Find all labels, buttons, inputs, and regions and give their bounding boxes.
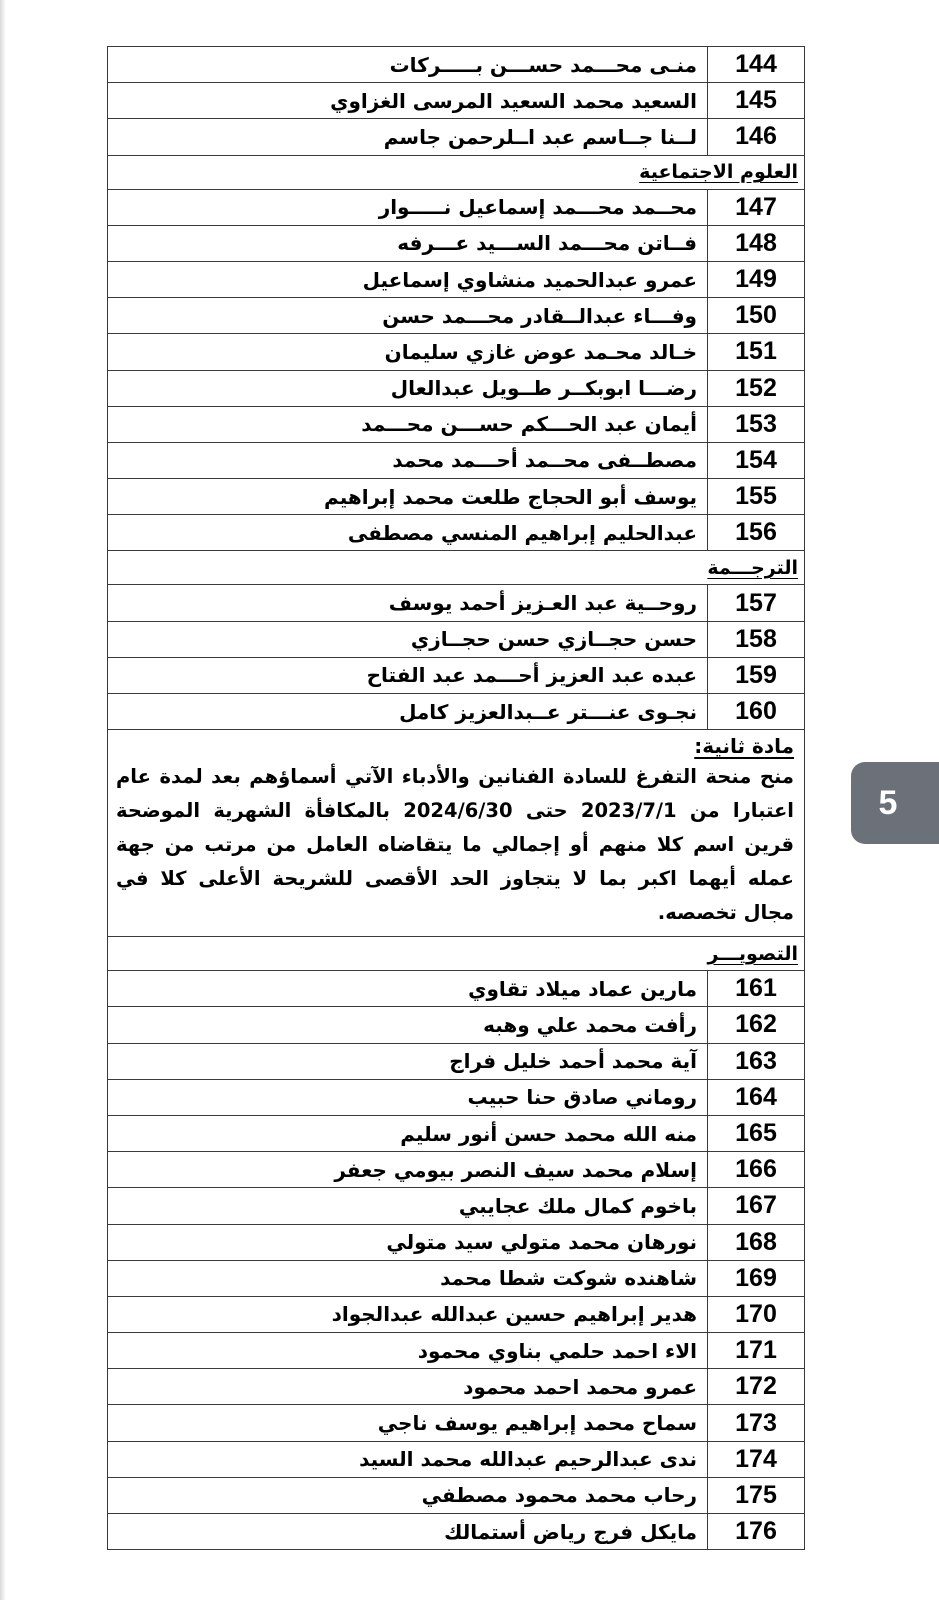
row-number: 170 (708, 1296, 805, 1332)
person-name: رضـــا ابوبكــر طــويل عبدالعال (108, 370, 708, 406)
table-row (108, 119, 805, 155)
table-row (108, 585, 805, 621)
table-row (108, 479, 805, 515)
table-row (108, 1514, 805, 1550)
table-row (108, 1115, 805, 1151)
row-number: 161 (708, 971, 805, 1007)
table-row (108, 1333, 805, 1369)
person-name: مصطــفى محــمد أحـــمد محمد (108, 442, 708, 478)
person-name: يوسف أبو الحجاج طلعت محمد إبراهيم (108, 479, 708, 515)
row-number: 171 (708, 1333, 805, 1369)
row-number: 172 (708, 1369, 805, 1405)
table-row (108, 1188, 805, 1224)
table-row (108, 1260, 805, 1296)
paragraph-row (108, 730, 805, 937)
row-number: 153 (708, 406, 805, 442)
table-row (108, 334, 805, 370)
table-row (108, 1477, 805, 1513)
person-name: منـى محـــمد حســـن بـــــركات (108, 47, 708, 83)
row-number: 166 (708, 1152, 805, 1188)
row-number: 158 (708, 621, 805, 657)
person-name: هدير إبراهيم حسين عبدالله عبدالجواد (108, 1296, 708, 1332)
row-number: 147 (708, 189, 805, 225)
person-name: روماني صادق حنا حبيب (108, 1079, 708, 1115)
person-name: منه الله محمد حسن أنور سليم (108, 1115, 708, 1151)
row-number: 175 (708, 1477, 805, 1513)
row-number: 156 (708, 515, 805, 551)
row-number: 164 (708, 1079, 805, 1115)
person-name: مايكل فرج رياض أستمالك (108, 1514, 708, 1550)
row-number: 176 (708, 1514, 805, 1550)
person-name: رأفت محمد علي وهبه (108, 1007, 708, 1043)
table-row (108, 1405, 805, 1441)
table-row (108, 406, 805, 442)
row-number: 174 (708, 1441, 805, 1477)
row-number: 145 (708, 83, 805, 119)
table-row (108, 47, 805, 83)
row-number: 155 (708, 479, 805, 515)
person-name: مارين عماد ميلاد تقاوي (108, 971, 708, 1007)
section-title-translation: الترجـــمة (707, 556, 798, 579)
person-name: السعيد محمد السعيد المرسى الغزاوي (108, 83, 708, 119)
row-number: 173 (708, 1405, 805, 1441)
names-table-body (108, 47, 805, 1550)
person-name: شاهنده شوكت شطا محمد (108, 1260, 708, 1296)
person-name: فــاتن محـــمد الســـيد عـــرفه (108, 225, 708, 261)
table-row (108, 298, 805, 334)
table-row (108, 225, 805, 261)
table-row (108, 971, 805, 1007)
person-name: عبدالحليم إبراهيم المنسي مصطفى (108, 515, 708, 551)
row-number: 148 (708, 225, 805, 261)
row-number: 163 (708, 1043, 805, 1079)
row-number: 152 (708, 370, 805, 406)
person-name: روحــية عبد العـزيز أحمد يوسف (108, 585, 708, 621)
row-number: 159 (708, 657, 805, 693)
table-row (108, 621, 805, 657)
person-name: سماح محمد إبراهيم يوسف ناجي (108, 1405, 708, 1441)
person-name: عمرو محمد احمد محمود (108, 1369, 708, 1405)
person-name: نورهان محمد متولي سيد متولي (108, 1224, 708, 1260)
row-number: 150 (708, 298, 805, 334)
article-body: منح منحة التفرغ للسادة الفنانين والأدباء الآتي أسماؤهم بعد لمدة عام اعتبارا من 2023/7/1 حتى 2024/6/30 بالمكافأة الشهرية الموضحة قرين اسم كلا منهم أو إجمالي ما يتقاضاه العامل من مرتب من جهة عمله أيهما اكبر بما لا يتجاوز الحد الأقصى للشريحة الأعلى كلا في مجال تخصصه. (116, 765, 794, 925)
table-row (108, 1152, 805, 1188)
person-name: حسن حجــازي حسن حجــازي (108, 621, 708, 657)
table-row (108, 1296, 805, 1332)
table-row (108, 1007, 805, 1043)
table-row (108, 442, 805, 478)
person-name: وفـــاء عبدالــقادر محـــمد حسن (108, 298, 708, 334)
person-name: عمرو عبدالحميد منشاوي إسماعيل (108, 261, 708, 297)
row-number: 165 (708, 1115, 805, 1151)
row-number: 157 (708, 585, 805, 621)
article-title: مادة ثانية: (694, 734, 794, 759)
row-number: 162 (708, 1007, 805, 1043)
row-number: 169 (708, 1260, 805, 1296)
person-name: نجـوى عنـــتر عــبدالعزيز كامل (108, 694, 708, 730)
person-name: إسلام محمد سيف النصر بيومي جعفر (108, 1152, 708, 1188)
row-number: 149 (708, 261, 805, 297)
table-row (108, 694, 805, 730)
person-name: عبده عبد العزيز أحـــمد عبد الفتاح (108, 657, 708, 693)
person-name: آية محمد أحمد خليل فراج (108, 1043, 708, 1079)
table-row (108, 1441, 805, 1477)
row-number: 154 (708, 442, 805, 478)
person-name: لــنا جــاسم عبد اــلرحمن جاسم (108, 119, 708, 155)
table-row (108, 370, 805, 406)
row-number: 167 (708, 1188, 805, 1224)
person-name: باخوم كمال ملك عجايبي (108, 1188, 708, 1224)
table-row (108, 1079, 805, 1115)
person-name: محــمد محـــمد إسماعيل نـــــوار (108, 189, 708, 225)
person-name: رحاب محمد محمود مصطفي (108, 1477, 708, 1513)
table-row (108, 261, 805, 297)
section-title-social-sciences: العلوم الاجتماعية (639, 161, 798, 184)
row-number: 144 (708, 47, 805, 83)
page-number-badge[interactable]: 5 (851, 762, 939, 844)
person-name: ندى عبدالرحيم عبدالله محمد السيد (108, 1441, 708, 1477)
table-row (108, 515, 805, 551)
names-table (107, 46, 805, 1550)
row-number: 160 (708, 694, 805, 730)
table-row (108, 1224, 805, 1260)
person-name: أيمان عبد الحـــكم حســـن محـــمد (108, 406, 708, 442)
table-row (108, 657, 805, 693)
table-row (108, 1043, 805, 1079)
row-number: 151 (708, 334, 805, 370)
person-name: خـالد محـمد عوض غازي سليمان (108, 334, 708, 370)
table-row (108, 1369, 805, 1405)
person-name: الاء احمد حلمي بناوي محمود (108, 1333, 708, 1369)
row-number: 168 (708, 1224, 805, 1260)
row-number: 146 (708, 119, 805, 155)
section-header-row (108, 155, 805, 189)
section-title-photography: التصويـــر (707, 942, 798, 965)
page-edge (0, 0, 6, 1600)
table-row (108, 83, 805, 119)
section-header-row (108, 551, 805, 585)
table-row (108, 189, 805, 225)
section-header-row (108, 937, 805, 971)
